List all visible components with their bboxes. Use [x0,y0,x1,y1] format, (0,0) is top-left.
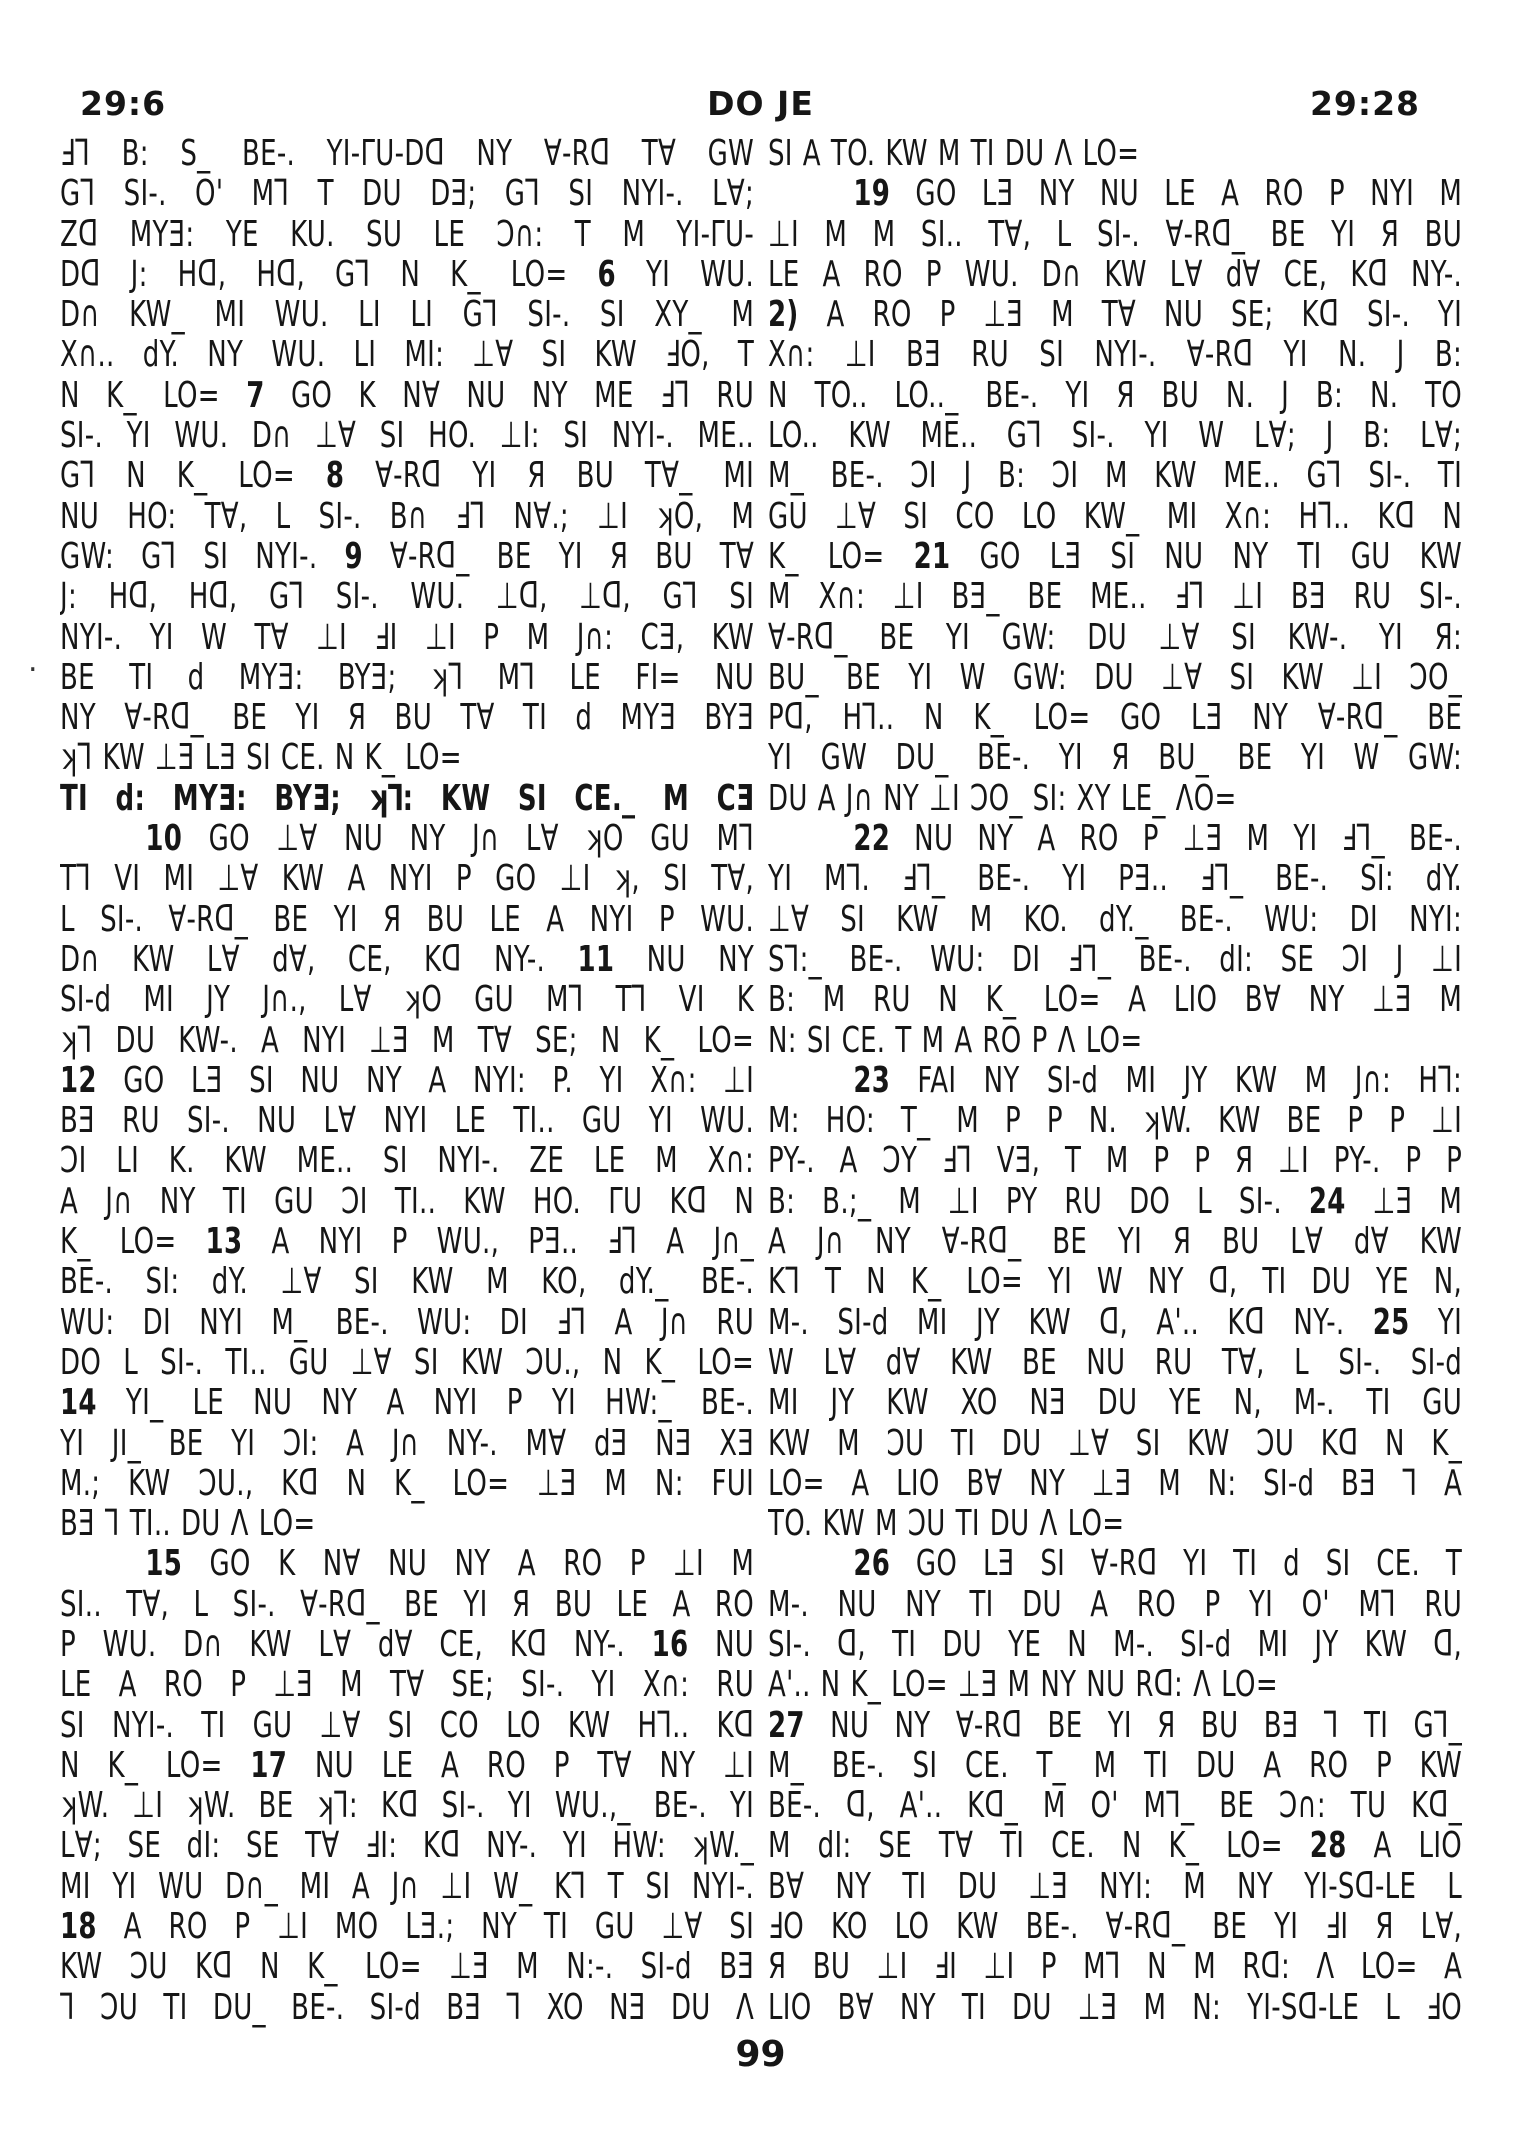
text-line: NYI-. YI W T∀ ⊥I ℲI ⊥I P M J∩: CƎ, KW [60,617,755,658]
verse-number: 18 [60,1907,97,1948]
text-line: KW ƆU Kᗡ N K_ LO= ⊥Ǝ M N:-. SI-d BƎ [60,1947,755,1988]
text-line: Pᗡ, H⅂.. N K_ LO= GO LƎ NY ∀-Rᗡ_ BE [768,698,1463,739]
text-line: B: M RU N K_ LO= A LIO B∀ NY ⊥Ǝ M [768,980,1463,1021]
text-line: LO.. KW ME.. G⅂ SI-. YI W L∀; J B: L∀; [768,416,1463,457]
header-verse-ref-right: 29:28 [1309,84,1420,123]
text-line: GW: G⅂ SI NYI-. 9 ∀-Rᗡ_ BE YI Я BU T∀ [60,536,755,577]
text-line: ⅂ ƆU TI DU_ BE-. SI-d BƎ ⅂ XO NƎ DU Λ [60,1987,755,2028]
text-line: 22 NU NY A RO P ⊥Ǝ M YI Ⅎ⅂_ BE-. [853,819,1463,860]
text-column-right [768,134,1462,2028]
text-line: ⊥∀ SI KW M KO. dY._ BE-. WU: DI NYI: [768,899,1463,940]
text-line: BE-. ᗡ, A'.. Kᗡ_ M O' M⅂_ BE Ɔ∩: TU Kᗡ_ [768,1786,1463,1827]
text-line: DU A J∩ NY ⊥I ƆO_ SI: XY LE_ ΛO= [768,778,1237,819]
text-line: K_ LO= 13 A NYI P WU., PƎ.. Ⅎ⅂ A J∩_ [60,1222,755,1263]
text-line: ƆI LI K. KW ME.. SI NYI-. ZE LE M X∩: [60,1141,755,1182]
verse-number: 26 [853,1544,891,1585]
text-line: TO. KW M ƆU TI DU Λ LO= [768,1504,1125,1545]
text-line: M X∩: ⊥I BƎ_ BE ME.. Ⅎ⅂ ⊥I BƎ RU SI-. [768,577,1463,618]
text-column-left [60,134,754,2028]
text-line: M.; KW ƆU., Kᗡ N K_ LO= ⊥Ǝ M N: FUI [60,1463,755,1504]
text-line: 26 GO LƎ SI ∀-Rᗡ YI TI d SI CE. T [853,1544,1463,1585]
verse-number: 24 [1308,1181,1346,1222]
text-line: LE A RO P WU. D∩ KW L∀ d∀ CE, Kᗡ NY-. [768,254,1463,295]
text-line: N TO.. LO.._ BE-. YI Я BU N. J B: N. TO [768,375,1463,416]
verse-number: 23 [853,1060,891,1101]
text-line: A J∩ NY ∀-Rᗡ_ BE YI Я BU L∀ d∀ KW [768,1222,1463,1263]
text-line: N: SI CE. T M A RO P Λ LO= [768,1020,1143,1061]
text-line: SI.. T∀, L SI-. ∀-Rᗡ_ BE YI Я BU LE A RO [60,1584,755,1625]
text-line: BU_ BE YI W GW: DU ⊥∀ SI KW ⊥I ƆO_ [768,657,1463,698]
text-line: BƎ ⅂ TI.. DU Λ LO= [60,1504,316,1545]
text-line: X∩.. dY. NY WU. LI MI: ⊥∀ SI KW ℲO, T [60,335,755,376]
text-line: ʞ⅂ DU KW-. A NYI ⊥Ǝ M T∀ SE; N K_ LO= [60,1020,755,1061]
text-line: X∩: ⊥I BƎ RU SI NYI-. ∀-Rᗡ YI N. J B: [768,335,1463,376]
header-book-title: DO JE [707,84,814,123]
text-line: SI NYI-. TI GU ⊥∀ SI CO LO KW H⅂.. Kᗡ [60,1705,755,1746]
verse-number: 21 [913,536,951,577]
text-line: M_ BE-. SI CE. T_ M TI DU A RO P KW [768,1745,1463,1786]
text-line: NY ∀-Rᗡ_ BE YI Я BU T∀ TI d MYƎ BYƎ [60,698,755,739]
section-heading-line: TI d: MYƎ: BYƎ; ʞ⅂: KW SI CE._ M CƎ [60,778,755,819]
text-line: D∩ KW L∀ d∀, CE, Kᗡ NY-. 11 NU NY [60,939,755,980]
verse-number: 27 [768,1705,805,1746]
text-line: BƎ RU SI-. NU L∀ NYI LE TI.. GU YI WU. [60,1101,755,1142]
text-line: 27 NU NY ∀-Rᗡ BE YI Я BU BƎ ⅂ TI G⅂_ [768,1705,1463,1746]
text-line: S⅂:_ BE-. WU: DI Ⅎ⅂_ BE-. dI: SE ƆI J ⊥I [768,939,1463,980]
text-line: K⅂ T N K_ LO= YI W NY ᗡ, TI DU YE N, [768,1262,1463,1303]
text-line: 19 GO LƎ NY NU LE A RO P NYI M [853,174,1463,215]
text-line: KW M ƆU TI DU ⊥∀ SI KW ƆU Kᗡ N K_ [768,1423,1463,1464]
text-line: LIO B∀ NY TI DU ⊥Ǝ M N: YI-Sᗡ-LE L ℲO [768,1987,1463,2028]
verse-number: 15 [145,1544,183,1585]
text-line: SI-. ᗡ, TI DU YE N M-. SI-d MI JY KW ᗡ, [768,1624,1463,1665]
text-line: ℲO KO LO KW BE-. ∀-Rᗡ_ BE YI ℲI Я L∀, [768,1907,1463,1948]
text-line: WU: DI NYI M_ BE-. WU: DI Ⅎ⅂ A J∩ RU [60,1302,755,1343]
text-line: B: B.;_ M ⊥I PY RU DO L SI-. 24 ⊥Ǝ M [768,1181,1463,1222]
verse-number: 25 [1372,1302,1410,1343]
text-line: NU HO: T∀, L SI-. B∩ Ⅎ⅂ N∀.; ⊥I ʞO, M [60,496,755,537]
text-line: 2) A RO P ⊥Ǝ M T∀ NU SE; Kᗡ SI-. YI [768,295,1463,336]
text-line: Я BU ⊥I ℲI ⊥I P M⅂ N M Rᗡ: Λ LO= A [768,1947,1463,1988]
text-line: LE A RO P ⊥Ǝ M T∀ SE; SI-. YI X∩: RU [60,1665,755,1706]
text-line: GU ⊥∀ SI CO LO KW_ MI X∩: H⅂.. Kᗡ N [768,496,1463,537]
text-line: 10 GO ⊥∀ NU NY J∩ L∀ ʞO GU M⅂ [145,819,755,860]
text-line: W L∀ d∀ KW BE NU RU T∀, L SI-. SI-d [768,1342,1463,1383]
verse-number: 14 [60,1383,97,1424]
text-line: YI JI_ BE YI ƆI: A J∩ NY-. M∀ dƎ NƎ XƎ [60,1423,755,1464]
text-line: A J∩ NY TI GU ƆI TI.. KW HO. ΓU Kᗡ N [60,1181,755,1222]
text-line: T⅂ VI MI ⊥∀ KW A NYI P GO ⊥I ʞ, SI T∀, [60,859,755,900]
text-line: LO= A LIO B∀ NY ⊥Ǝ M N: SI-d BƎ ⅂ A [768,1463,1463,1504]
text-line: J: Hᗡ, Hᗡ, G⅂ SI-. WU. ⊥ᗡ, ⊥ᗡ, G⅂ SI [60,577,755,618]
text-line: K_ LO= 21 GO LƎ SI NU NY TI GU KW [768,536,1463,577]
verse-number: 10 [145,819,183,860]
verse-number: 12 [60,1060,97,1101]
stray-ink-dot: . [28,644,38,679]
text-line: L SI-. ∀-Rᗡ_ BE YI Я BU LE A NYI P WU. [60,899,755,940]
text-line: DO L SI-. TI.. GU ⊥∀ SI KW ƆU., N K_ LO= [60,1342,755,1383]
text-line: MI JY KW XO NƎ DU YE N, M-. TI GU [768,1383,1463,1424]
verse-number: 7 [246,375,265,416]
verse-number: 16 [651,1624,689,1665]
text-line: L∀; SE dI: SE T∀ ℲI: Kᗡ NY-. YI HW: ʞW._ [60,1826,755,1867]
text-line: ∀-Rᗡ_ BE YI GW: DU ⊥∀ SI KW-. YI Я: [768,617,1463,658]
text-line: B∀ NY TI DU ⊥Ǝ NYI: M NY YI-Sᗡ-LE L [768,1866,1463,1907]
text-line: 15 GO K N∀ NU NY A RO P ⊥I M [145,1544,755,1585]
verse-number: 17 [250,1745,288,1786]
verse-number: 19 [853,174,891,215]
text-line: ʞW. ⊥I ʞW. BE ʞ⅂: Kᗡ SI-. YI WU.,_ BE-. YI [60,1786,755,1827]
text-line: BE TI d MYƎ: BYƎ; ʞ⅂ M⅂ LE FI= NU [60,657,755,698]
text-line: M: HO: T_ M P P N. ʞW. KW BE P P ⊥I [768,1101,1463,1142]
text-line: M-. SI-d MI JY KW ᗡ, A'.. Kᗡ NY-. 25 YI [768,1302,1463,1343]
text-line: SI A TO. KW M TI DU Λ LO= [768,134,1140,174]
page-number: 99 [735,2034,786,2075]
verse-number: 8 [325,456,345,497]
verse-number: 28 [1309,1826,1347,1867]
text-line: P WU. D∩ KW L∀ d∀ CE, Kᗡ NY-. 16 NU [60,1624,755,1665]
verse-number: 22 [853,819,891,860]
text-line: ʞ⅂ KW ⊥Ǝ LƎ SI CE. N K_ LO= [60,738,462,779]
text-line: Zᗡ MYƎ: YE KU. SU LE Ɔ∩: T M YI-ΓU- [60,214,755,255]
verse-number: 13 [205,1222,243,1263]
text-line: SI-d MI JY J∩., L∀ ʞO GU M⅂ T⅂ VI K [60,980,755,1021]
verse-number: 6 [597,254,616,295]
text-line: G⅂ SI-. O' M⅂ T DU DƎ; G⅂ SI NYI-. L∀; [60,174,755,215]
text-line: SI-. YI WU. D∩ ⊥∀ SI HO. ⊥I: SI NYI-. ME.. [60,416,755,457]
text-line: D∩ KW_ MI WU. LI LI G⅂ SI-. SI XY_ M [60,295,755,336]
text-line: ⊥I M M SI.. T∀, L SI-. ∀-Rᗡ_ BE YI Я BU [768,214,1463,255]
header-verse-ref-left: 29:6 [80,84,167,123]
text-line: 18 A RO P ⊥I MO LƎ.; NY TI GU ⊥∀ SI [60,1907,755,1948]
text-line: N K_ LO= 17 NU LE A RO P T∀ NY ⊥I [60,1745,755,1786]
text-line: YI M⅂. Ⅎ⅂_ BE-. YI PƎ.. Ⅎ⅂_ BE-. SI: dY. [768,859,1463,900]
verse-number: 11 [577,939,615,980]
text-line: A'.. N K_ LO= ⊥Ǝ M NY NU Rᗡ: Λ LO= [768,1665,1278,1706]
text-line: PY-. A ƆY Ⅎ⅂ VƎ, T M P P Я ⊥I PY-. P P [768,1141,1463,1182]
text-line: 12 GO LƎ SI NU NY A NYI: P. YI X∩: ⊥I [60,1060,755,1101]
text-line: Ⅎ⅂ B: S_ BE-. YI-ΓU-Dᗡ NY ∀-Rᗡ T∀ GW [60,134,755,174]
text-line: G⅂ N K_ LO= 8 ∀-Rᗡ YI Я BU T∀_ MI [60,456,755,497]
verse-number: 9 [344,536,363,577]
text-line: N K_ LO= 7 GO K N∀ NU NY ME Ⅎ⅂ RU [60,375,755,416]
text-line: BE-. SI: dY. ⊥∀ SI KW M KO, dY._ BE-. [60,1262,755,1303]
text-line: Dᗡ J: Hᗡ, Hᗡ, G⅂ N K_ LO= 6 YI WU. [60,254,755,295]
text-line: 14 YI_ LE NU NY A NYI P YI HW:_ BE-. [60,1383,755,1424]
text-line: 23 FAI NY SI-d MI JY KW M J∩: H⅂: [853,1060,1463,1101]
text-line: M_ BE-. ƆI J B: ƆI M KW ME.. G⅂ SI-. TI [768,456,1463,497]
verse-number: 2) [768,295,799,336]
text-line: M dI: SE T∀ TI CE. N K_ LO= 28 A LIO [768,1826,1463,1867]
text-line: MI YI WU D∩_ MI A J∩ ⊥I W_ K⅂ T SI NYI-. [60,1866,755,1907]
text-line: YI GW DU_ BE-. YI Я BU_ BE YI W GW: [768,738,1463,779]
text-line: M-. NU NY TI DU A RO P YI O' M⅂ RU [768,1584,1463,1625]
